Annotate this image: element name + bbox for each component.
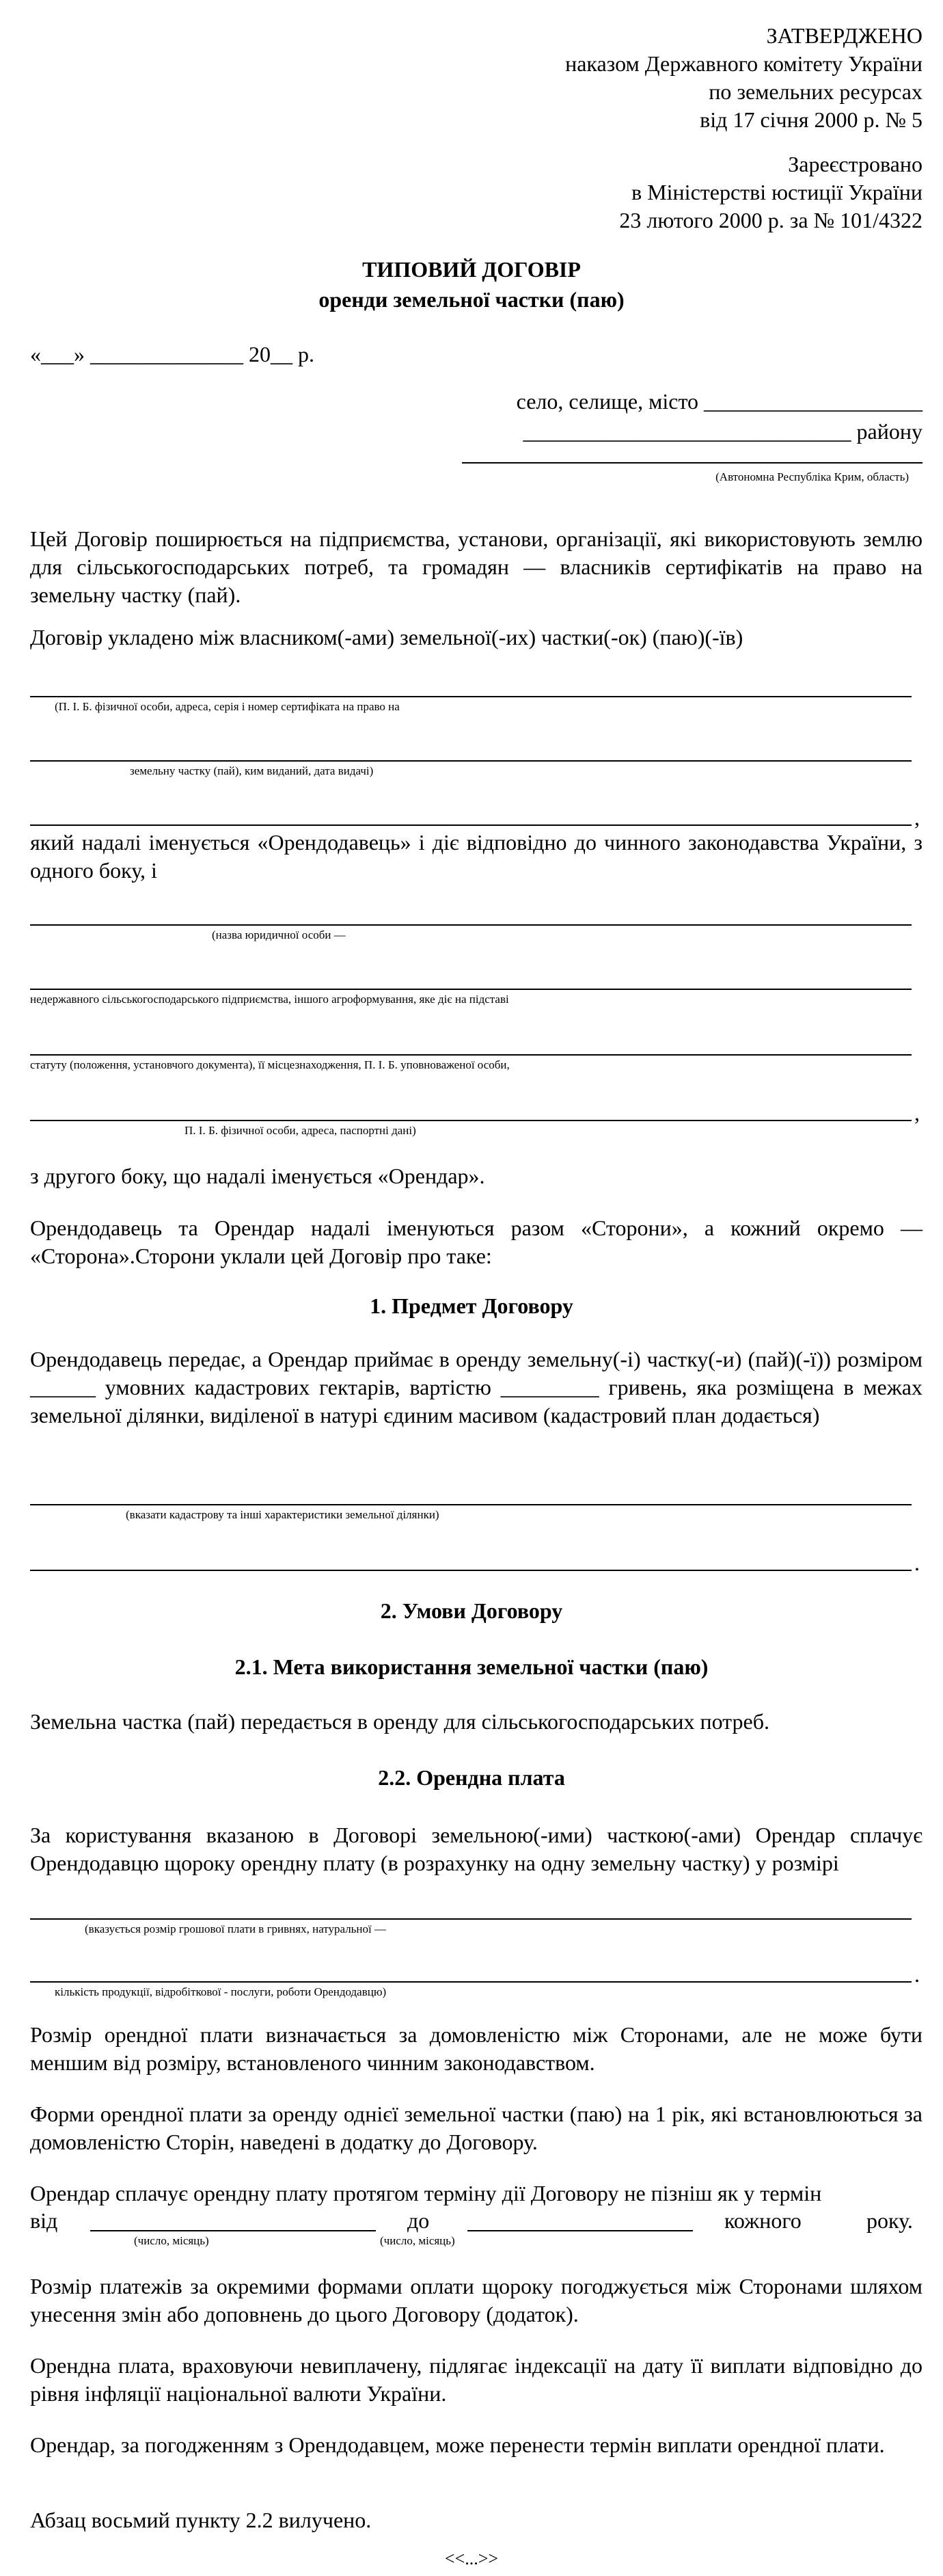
- owner-line-3-comma: ,: [914, 805, 920, 830]
- intro-paragraph-4: з другого боку, що надалі іменується «Орендар».: [30, 1164, 485, 1188]
- owner-caption-1: (П. І. Б. фізичної особи, адреса, серія і номер сертифіката на право на: [55, 700, 400, 713]
- section-2-heading: 2. Умови Договору: [380, 1598, 563, 1623]
- payment-term-line-1: Орендар сплачує орендну плату протягом терміну дії Договору не пізніш як у термін: [30, 2181, 822, 2205]
- registration-ministry: в Міністерстві юстиції України: [631, 180, 922, 204]
- removed-paragraph: Абзац восьмий пункту 2.2 вилучено.: [30, 2508, 372, 2532]
- district-field: ______________________________ району: [523, 419, 922, 444]
- transfer-paragraph: Орендар, за погодженням з Орендодавцем, може перенести термін виплати орендної плати.: [30, 2432, 885, 2457]
- document-title: ТИПОВИЙ ДОГОВІР: [362, 257, 581, 282]
- payment-line-1: [30, 1918, 912, 1920]
- payment-term-each: кожного: [724, 2208, 802, 2233]
- intro-paragraph-2: Договір укладено між власником(-ами) земельної(-их) частки(-ок) (паю)(-їв): [30, 625, 743, 649]
- payments-paragraph: Розмір платежів за окремими формами оплати щороку погоджується між Сторонами шляхом унесення змін або доповнень до цього Договору (додаток).: [30, 2274, 922, 2326]
- section-1-line-2: [30, 1570, 912, 1571]
- payment-term-to-blank: [467, 2230, 693, 2231]
- legal-line-4: [30, 1120, 912, 1121]
- legal-caption-1: (назва юридичної особи —: [212, 928, 346, 941]
- indexation-paragraph: Орендна плата, враховуючи невиплачену, підлягає індексації на дату її виплати відповідно до рівня інфляції національної валюти України.: [30, 2353, 922, 2406]
- region-line: [462, 462, 922, 464]
- section-1-line-1: [30, 1504, 912, 1505]
- contract-date-field: «___» ______________ 20__ р.: [30, 342, 314, 366]
- payment-term-caption-1: (число, місяць): [134, 2234, 209, 2247]
- intro-paragraph-1: Цей Договір поширюється на підприємства, установи, організації, які використовують землю для сільськогосподарських потреб, та громадян — власників сертифікатів на право на земельну частку (пай).: [30, 526, 922, 607]
- owner-line-2: [30, 760, 912, 762]
- intro-paragraph-3: який надалі іменується «Орендодавець» і діє відповідно до чинного законодавства України, з одного боку, і: [30, 830, 922, 883]
- registration-label: Зареєстровано: [788, 152, 922, 176]
- owner-line-3: [30, 824, 912, 826]
- section-1-caption-1: (вказати кадастрову та інші характеристики земельної ділянки): [126, 1508, 439, 1521]
- section-2-2-heading: 2.2. Орендна плата: [378, 1765, 565, 1790]
- payment-term-caption-2: (число, місяць): [380, 2234, 455, 2247]
- approval-resources: по земельних ресурсах: [709, 79, 922, 104]
- village-field: село, селище, місто ____________________: [516, 389, 922, 414]
- continuation-link[interactable]: <<...>>: [444, 2549, 499, 2568]
- payment-term-year: року.: [866, 2208, 913, 2233]
- approval-date: від 17 січня 2000 р. № 5: [700, 107, 922, 132]
- approval-approved: ЗАТВЕРДЖЕНО: [766, 23, 922, 48]
- payment-term-from-blank: [90, 2230, 376, 2231]
- rent-size-paragraph: Розмір орендної плати визначається за домовленістю між Сторонами, але не може бути меншим від розміру, встановленого чинним законодавством.: [30, 2022, 922, 2075]
- legal-line-4-comma: ,: [914, 1101, 920, 1125]
- legal-line-2: [30, 989, 912, 990]
- section-2-1-paragraph: Земельна частка (пай) передається в оренду для сільськогосподарських потреб.: [30, 1709, 770, 1734]
- section-2-1-heading: 2.1. Мета використання земельної частки (паю): [234, 1654, 709, 1679]
- intro-paragraph-5: Орендодавець та Орендар надалі іменуються разом «Сторони», а кожний окремо — «Сторона».Сторони уклали цей Договір про таке:: [30, 1216, 922, 1268]
- payment-line-2-period: .: [914, 1962, 920, 1987]
- region-caption: (Автономна Республіка Крим, область): [715, 470, 909, 483]
- section-2-2-paragraph-1: За користування вказаною в Договорі земельною(-ими) часткою(-ами) Орендар сплачує Орендодавцю щороку орендну плату (в розрахунку на одну земельну частку) у розмірі: [30, 1823, 922, 1875]
- payment-caption-1: (вказується розмір грошової плати в гривнях, натуральної —: [85, 1922, 387, 1935]
- legal-line-1: [30, 924, 912, 926]
- legal-caption-3: статуту (положення, установчого документа), її місцезнаходження, П. І. Б. уповноваженої особи,: [30, 1058, 510, 1071]
- payment-term-to: до: [407, 2208, 430, 2233]
- registration-date: 23 лютого 2000 р. за № 101/4322: [619, 208, 922, 232]
- payment-term-from: від: [30, 2208, 58, 2233]
- owner-line-1: [30, 696, 912, 697]
- section-1-line-2-period: .: [914, 1551, 920, 1575]
- payment-line-2: [30, 1981, 912, 1983]
- section-1-heading: 1. Предмет Договору: [370, 1293, 573, 1318]
- rent-forms-paragraph: Форми орендної плати за оренду однієї земельної частки (паю) на 1 рік, які встановлюються за домовленістю Сторін, наведені в додатку до Договору.: [30, 2102, 922, 2154]
- owner-caption-2: земельну частку (пай), ким виданий, дата видачі): [130, 764, 374, 777]
- legal-caption-2: недержавного сільськогосподарського підприємства, іншого агроформування, яке діє на підставі: [30, 993, 509, 1006]
- legal-caption-4: П. І. Б. фізичної особи, адреса, паспортні дані): [184, 1124, 416, 1137]
- approval-order: наказом Державного комітету України: [565, 51, 922, 76]
- section-1-paragraph-1: Орендодавець передає, а Орендар приймає в оренду земельну(-і) частку(-и) (пай)(-ї)) розміром ______ умовних кадастрових гектарів, вартістю _________ гривень, яка розміщена в межах земельної ділянки, виділеної в натурі єдиним масивом (кадастровий план додається): [30, 1347, 922, 1427]
- document-subtitle: оренди земельної частки (паю): [318, 287, 625, 312]
- legal-line-3: [30, 1054, 912, 1056]
- payment-caption-2: кількість продукції, відробіткової - послуги, роботи Орендодавцю): [55, 1985, 387, 1998]
